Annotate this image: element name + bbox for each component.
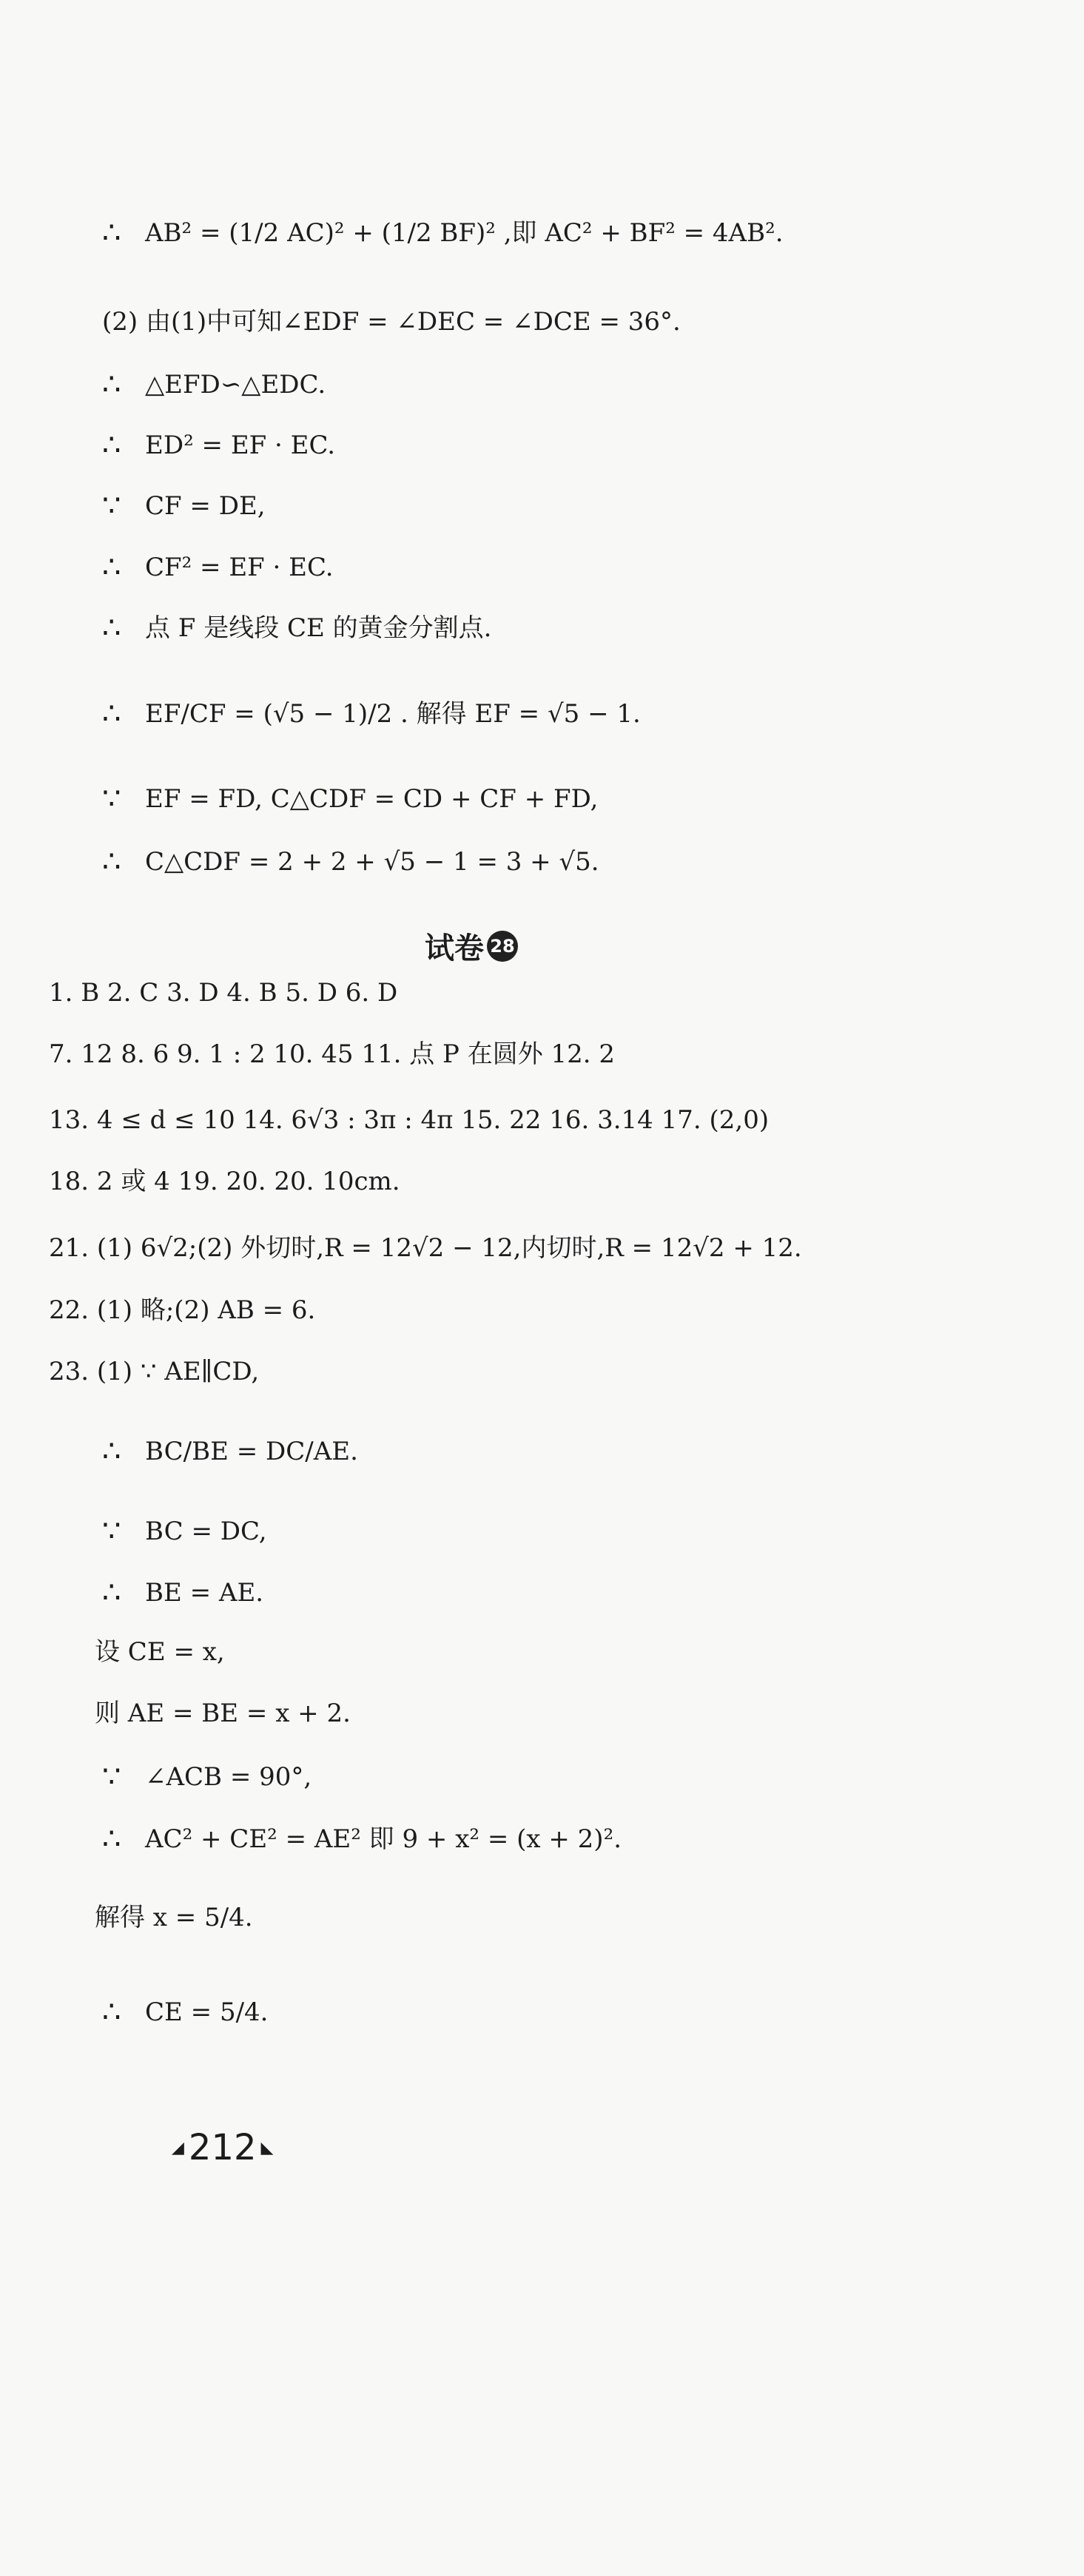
answer-row-18: 18. 2 或 4 19. 20. 20. 10cm. xyxy=(49,1167,400,1196)
therefore-symbol: ∴ xyxy=(102,611,121,645)
section-number-badge: 28 xyxy=(487,931,518,962)
proof-line-5 xyxy=(102,491,266,521)
q23-line-3 xyxy=(102,1578,263,1608)
section-title-text: 试卷 xyxy=(425,931,484,965)
answer-row-13: 13. 4 ≤ d ≤ 10 14. 6√3 : 3π : 4π 15. 22 16. 3.14 17. (2,0) xyxy=(49,1105,770,1135)
q23-line-9 xyxy=(102,1997,268,2027)
because-symbol: ∵ xyxy=(102,1760,121,1794)
statement: BC = DC, xyxy=(145,1517,267,1546)
statement: BE = AE. xyxy=(145,1578,264,1608)
q23-line-1 xyxy=(102,1434,358,1469)
statement: △EFD∽△EDC. xyxy=(145,370,326,399)
therefore-symbol: ∴ xyxy=(102,428,121,462)
answer-row-7: 7. 12 8. 6 9. 1 : 2 10. 45 11. 点 P 在圆外 12. 2 xyxy=(49,1039,616,1069)
section-title xyxy=(425,925,518,967)
therefore-symbol: ∴ xyxy=(102,697,121,731)
statement: ∠ACB = 90°, xyxy=(145,1762,312,1792)
because-symbol: ∵ xyxy=(102,782,121,816)
therefore-symbol: ∴ xyxy=(102,216,121,250)
proof-line-10 xyxy=(102,847,599,877)
therefore-symbol: ∴ xyxy=(102,1434,121,1469)
therefore-symbol: ∴ xyxy=(102,1995,121,2029)
statement: CF² = EF · EC. xyxy=(145,553,334,582)
q23-line-5: 则 AE = BE = x + 2. xyxy=(95,1699,351,1728)
equation: AB² = (1/2 AC)² + (1/2 BF)² ,即 AC² + BF² = 4AB². xyxy=(145,218,784,248)
therefore-symbol: ∴ xyxy=(102,368,121,402)
q23-line-2 xyxy=(102,1514,267,1548)
q23-line-8: 解得 x = 5/4. xyxy=(95,1903,253,1932)
proof-line-1 xyxy=(102,218,784,248)
answer-row-1: 1. B 2. C 3. D 4. B 5. D 6. D xyxy=(49,978,398,1008)
answer-row-23: 23. (1) ∵ AE∥CD, xyxy=(49,1357,260,1386)
therefore-symbol: ∴ xyxy=(102,1576,121,1610)
therefore-symbol: ∴ xyxy=(102,1822,121,1856)
q23-line-6 xyxy=(102,1762,312,1792)
statement: BC/BE = DC/AE. xyxy=(145,1437,358,1466)
statement: AC² + CE² = AE² 即 9 + x² = (x + 2)². xyxy=(145,1824,622,1854)
proof-line-7 xyxy=(102,613,491,643)
because-symbol: ∵ xyxy=(102,1514,121,1548)
therefore-symbol: ∴ xyxy=(102,845,121,879)
statement: (2) 由(1)中可知∠EDF = ∠DEC = ∠DCE = 36°. xyxy=(102,307,681,337)
statement: EF = FD, C△CDF = CD + CF + FD, xyxy=(145,784,599,814)
proof-line-4 xyxy=(102,428,336,462)
page-number-text: 212 xyxy=(188,2127,257,2168)
q23-line-4: 设 CE = x, xyxy=(95,1637,225,1667)
therefore-symbol: ∴ xyxy=(102,550,121,584)
answer-row-21: 21. (1) 6√2;(2) 外切时,R = 12√2 − 12,内切时,R = 12√2 + 12. xyxy=(49,1233,802,1263)
statement: 点 F 是线段 CE 的黄金分割点. xyxy=(145,613,492,643)
page-number-right-mark-icon: ◣ xyxy=(260,2138,274,2157)
statement: CE = 5/4. xyxy=(145,1997,269,2027)
page-number xyxy=(172,2127,273,2168)
statement: CF = DE, xyxy=(145,491,266,521)
proof-line-2 xyxy=(102,307,681,337)
because-symbol: ∵ xyxy=(102,489,121,523)
proof-line-3 xyxy=(102,368,326,402)
statement: C△CDF = 2 + 2 + √5 − 1 = 3 + √5. xyxy=(145,847,599,877)
answer-row-22: 22. (1) 略;(2) AB = 6. xyxy=(49,1295,316,1325)
proof-line-9 xyxy=(102,784,598,814)
statement: EF/CF = (√5 − 1)/2 . 解得 EF = √5 − 1. xyxy=(145,699,641,729)
proof-line-6 xyxy=(102,550,334,584)
q23-line-7 xyxy=(102,1824,622,1854)
statement: ED² = EF · EC. xyxy=(145,431,336,460)
page-number-left-mark-icon: ◢ xyxy=(172,2138,184,2157)
proof-line-8 xyxy=(102,699,641,729)
